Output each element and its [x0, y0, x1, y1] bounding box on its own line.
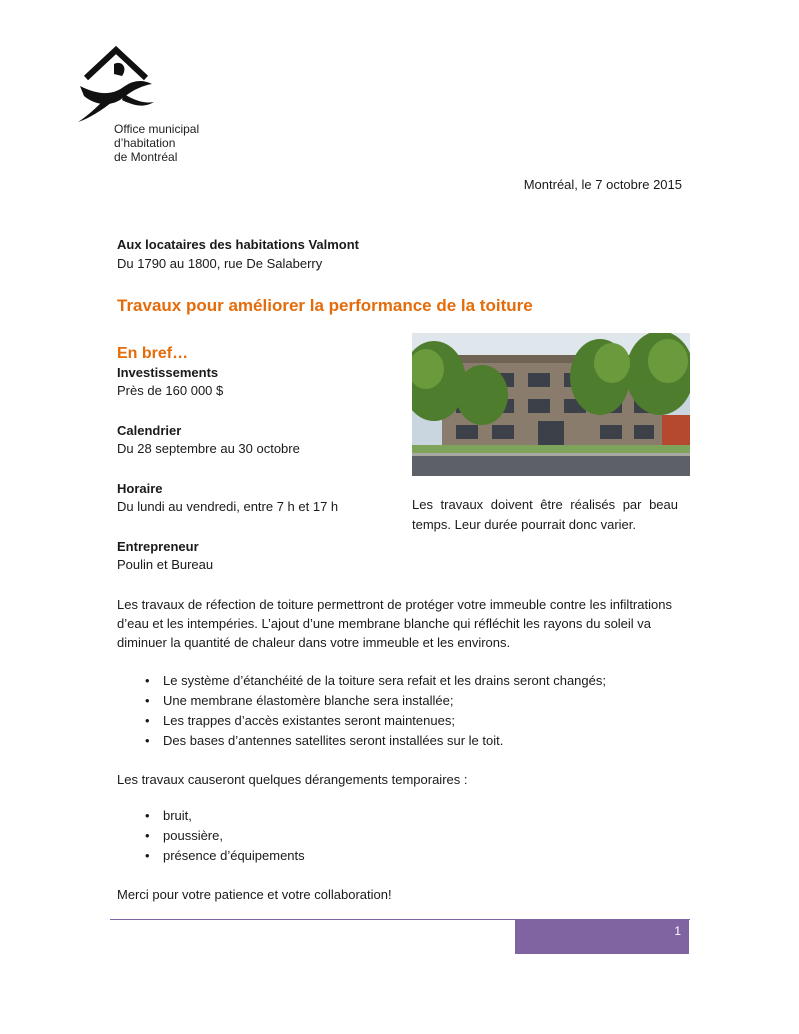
brief-label: Entrepreneur — [117, 539, 199, 554]
page-number-box — [515, 920, 689, 954]
recipient-block — [117, 235, 359, 273]
list-item: • bruit, — [145, 806, 305, 826]
brief-item-investments — [117, 364, 397, 400]
brief-heading: En bref… — [117, 345, 189, 362]
org-name-line-1: Office municipal — [114, 122, 200, 136]
photo-caption: Les travaux doivent être réalisés par beau temps. Leur durée pourrait donc varier. — [412, 497, 678, 532]
list-item: • Une membrane élastomère blanche sera installée; — [145, 691, 606, 711]
bullet-icon: • — [145, 808, 150, 823]
list-item: • présence d’équipements — [145, 846, 305, 866]
omhm-logo — [70, 44, 230, 168]
closing-line: Merci pour votre patience et votre collaboration! — [117, 887, 392, 902]
house-figure-icon — [74, 44, 158, 124]
org-name-line-3: de Montréal — [114, 150, 178, 164]
bullet-icon: • — [145, 713, 150, 728]
recipient-line-1: Aux locataires des habitations Valmont — [117, 237, 360, 252]
document-title: Travaux pour améliorer la performance de la toiture — [117, 296, 533, 315]
building-photo — [412, 333, 690, 476]
brief-label: Horaire — [117, 481, 163, 496]
recipient-line-2: Du 1790 au 1800, rue De Salaberry — [117, 256, 323, 271]
letter-date: Montréal, le 7 octobre 2015 — [523, 177, 682, 192]
bullet-icon: • — [145, 848, 150, 863]
page-number: 1 — [674, 924, 681, 938]
list-item: • Le système d’étanchéité de la toiture sera refait et les drains seront changés; — [145, 671, 606, 691]
brief-value: Du lundi au vendredi, entre 7 h et 17 h — [117, 499, 339, 514]
intro-paragraph: Les travaux de réfection de toiture permettront de protéger votre immeuble contre les infiltrations d’eau et les intempéries. L’ajout d’une membrane blanche qui réfléchit les rayons du soleil va diminuer la quantité de chaleur dans votre immeuble et les environs. — [117, 597, 672, 650]
bullet-icon: • — [145, 673, 150, 688]
bullet-icon: • — [145, 693, 150, 708]
brief-value: Du 28 septembre au 30 octobre — [117, 441, 300, 456]
disturbances-intro: Les travaux causeront quelques dérangements temporaires : — [117, 772, 468, 787]
brief-value: Près de 160 000 $ — [117, 383, 224, 398]
bullet-icon: • — [145, 828, 150, 843]
brief-item-hours — [117, 480, 397, 516]
works-list — [145, 671, 606, 751]
brief-label: Calendrier — [117, 423, 182, 438]
bullet-icon: • — [145, 733, 150, 748]
list-item: • Des bases d’antennes satellites seront installées sur le toit. — [145, 731, 606, 751]
brief-label: Investissements — [117, 365, 219, 380]
brief-value: Poulin et Bureau — [117, 557, 214, 572]
brief-item-contractor — [117, 538, 397, 574]
disturbances-list — [145, 806, 305, 866]
brief-section — [117, 344, 397, 596]
org-name-line-2: d’habitation — [114, 136, 176, 150]
brief-item-schedule — [117, 422, 397, 458]
list-item: • Les trappes d’accès existantes seront maintenues; — [145, 711, 606, 731]
list-item: • poussière, — [145, 826, 305, 846]
